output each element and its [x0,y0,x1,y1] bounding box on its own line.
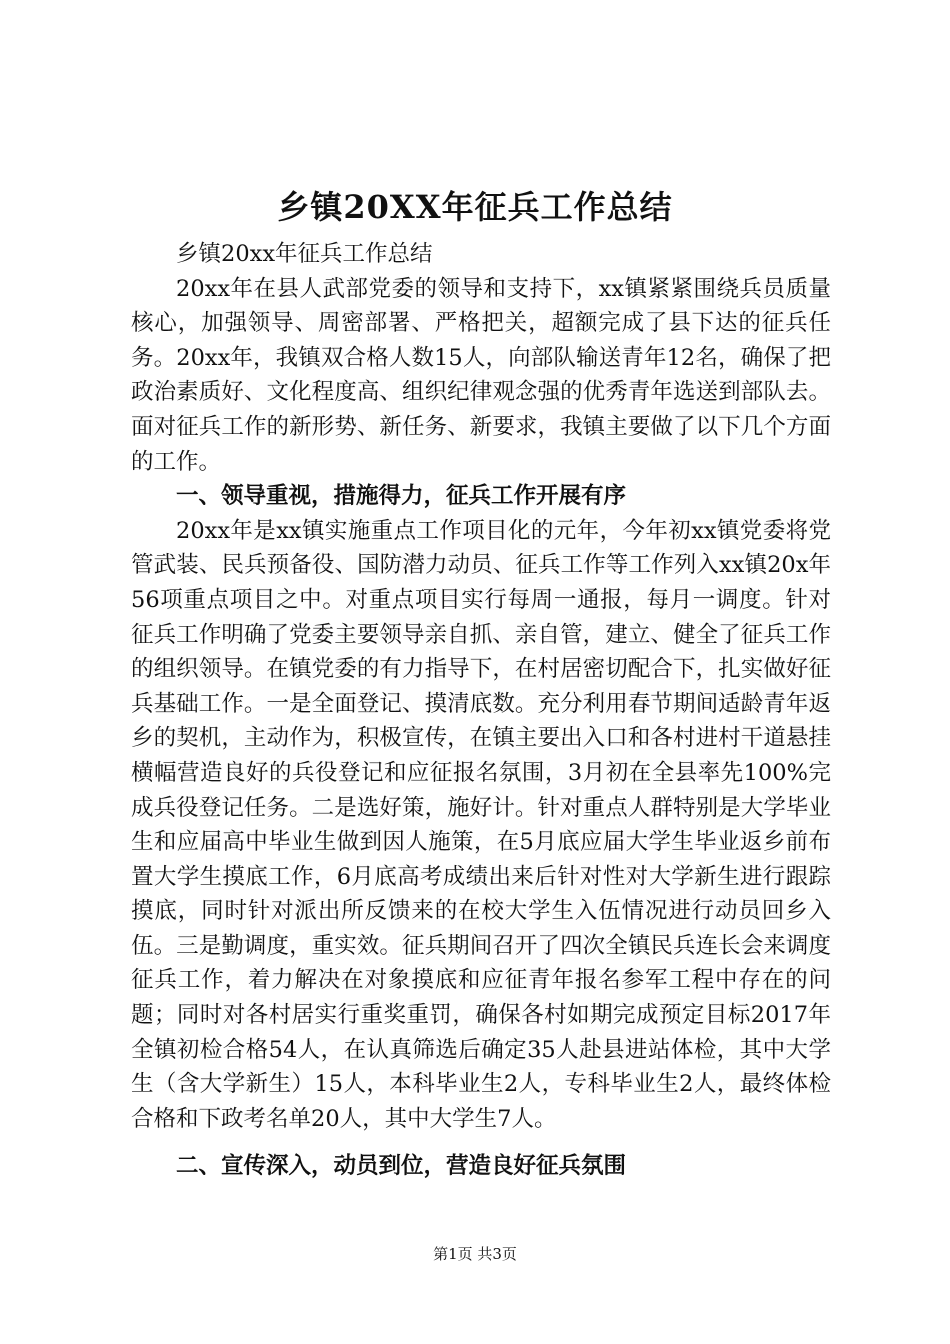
section-heading-2: 二、宣传深入，动员到位，营造良好征兵氛围 [176,1153,627,1180]
section-heading-1: 一、领导重视，措施得力，征兵工作开展有序 [176,483,627,510]
page-footer: 第1页 共3页 [433,1245,517,1263]
document-title: 乡镇20XX年征兵工作总结 [277,188,673,226]
document-body [131,237,831,1184]
intro-paragraph: 20xx年在县人武部党委的领导和支持下，xx镇紧紧围绕兵员质量核心，加强领导、周密部署、严格把关，超额完成了县下达的征兵任务。20xx年，我镇双合格人数15人，向部队输送青年12名，确保了把政治素质好、文化程度高、组织纪律观念强的优秀青年选送到部队去。面对征兵工作的新形势、新任务、新要求，我镇主要做了以下几个方面的工作。 [131,275,831,475]
subtitle-paragraph: 乡镇20xx年征兵工作总结 [176,241,433,267]
section-1-paragraph: 20xx年是xx镇实施重点工作项目化的元年，今年初xx镇党委将党管武装、民兵预备役、国防潜力动员、征兵工作等工作列入xx镇20x年56项重点项目之中。对重点项目实行每周一通报，每月一调度。针对征兵工作明确了党委主要领导亲自抓、亲自管，建立、健全了征兵工作的组织领导。在镇党委的有力指导下，在村居密切配合下，扎实做好征兵基础工作。一是全面登记、摸清底数。充分利用春节期间适龄青年返乡的契机，主动作为，积极宣传，在镇主要出入口和各村进村干道悬挂横幅营造良好的兵役登记和应征报名氛围，3月初在全县率先100%完成兵役登记任务。二是选好策，施好计。针对重点人群特别是大学毕业生和应届高中毕业生做到因人施策，在5月底应届大学生毕业返乡前布置大学生摸底工作，6月底高考成绩出来后针对性对大学新生进行跟踪摸底，同时针对派出所反馈来的在校大学生入伍情况进行动员回乡入伍。三是勤调度，重实效。征兵期间召开了四次全镇民兵连长会来调度征兵工作，着力解决在对象摸底和应征青年报名参军工程中存在的问题；同时对各村居实行重奖重罚，确保各村如期完成预定目标2017年全镇初检合格54人，在认真筛选后确定35人赴县进站体检，其中大学生（含大学新生）15人，本科毕业生2人，专科毕业生2人，最终体检合格和下政考名单20人，其中大学生7人。 [131,517,831,1132]
